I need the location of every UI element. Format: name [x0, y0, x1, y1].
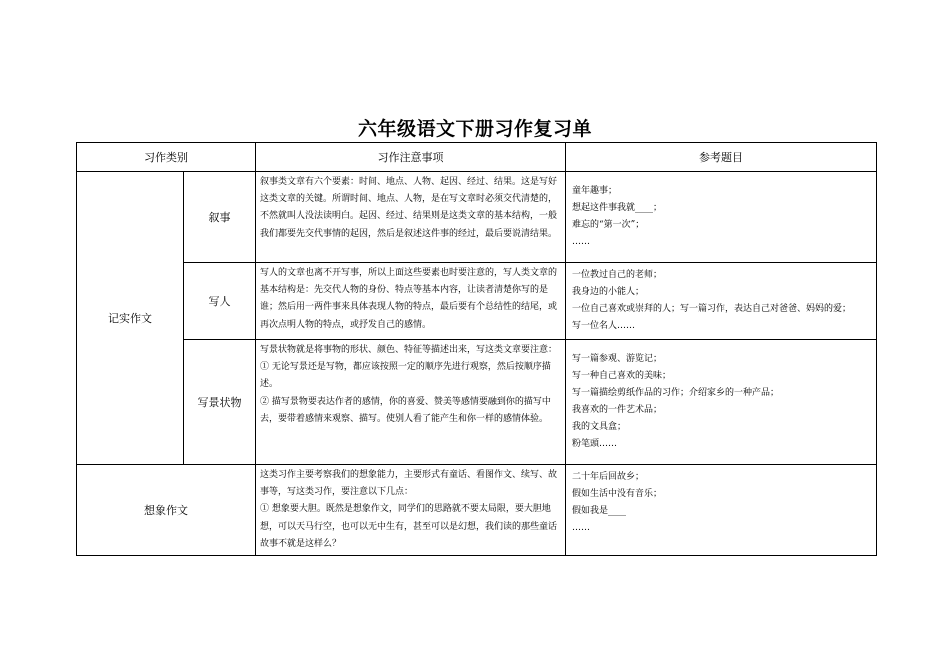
table-row-scenery	[77, 340, 877, 465]
subcategory-narrative: 叙事	[184, 172, 256, 263]
subcategory-scenery: 写景状物	[184, 340, 256, 465]
header-row	[77, 143, 877, 172]
topic-item: 假如我是____	[572, 506, 627, 516]
topic-item: 写一篇参观、游览记；	[572, 354, 663, 364]
topic-item: 写一篇描绘剪纸作品的习作；介绍家乡的一种产品；	[572, 388, 780, 398]
topic-item: ……	[572, 237, 590, 247]
header-category: 习作类别	[77, 143, 256, 172]
table-row-person	[77, 263, 877, 340]
notes-paragraph: 这类习作主要考察我们的想象能力，主要形式有童话、看图作文、续写、故事等，写这类习作，要注意以下几点：	[260, 470, 558, 498]
topic-item: 我的文具盒；	[572, 422, 627, 432]
page-title: 六年级语文下册习作复习单	[357, 118, 592, 140]
header-topics: 参考题目	[566, 143, 877, 172]
notes-paragraph: ① 无论写景还是写物，都应该按照一定的顺序先进行观察，然后按顺序描述。	[260, 362, 551, 390]
subcategory-person: 写人	[184, 263, 256, 340]
table-row-narrative	[77, 172, 877, 263]
topics-narrative	[566, 172, 877, 263]
topic-item: 一位自己喜欢或崇拜的人；写一篇习作，表达自己对爸爸、妈妈的爱；	[572, 304, 852, 314]
topic-item: 假如生活中没有音乐；	[572, 489, 663, 499]
topics-scenery	[566, 340, 877, 465]
review-table	[76, 142, 877, 556]
topics-imagination	[566, 465, 877, 556]
header-notes: 习作注意事项	[256, 143, 566, 172]
topic-item: 想起这件事我就____；	[572, 203, 663, 213]
topic-item: 我喜欢的一件艺术品；	[572, 405, 663, 415]
topic-item: ……	[572, 523, 590, 533]
notes-paragraph: ① 想象要大胆。既然是想象作文，同学们的思路就不要太局限，要大胆地想，可以天马行空，也可以无中生有，甚至可以是幻想，我们读的那些童话故事不就是这样么？	[260, 504, 558, 549]
topic-item: 难忘的“第一次”；	[572, 220, 645, 230]
topic-item: 一位教过自己的老师；	[572, 270, 663, 280]
topics-person	[566, 263, 877, 340]
notes-imagination	[256, 465, 566, 556]
topic-item: 写一种自己喜欢的美味；	[572, 371, 672, 381]
table-row-imagination	[77, 465, 877, 556]
notes-paragraph: 写景状物就是将事物的形状、颜色、特征等描述出来，写这类文章要注意：	[260, 345, 558, 355]
topic-item: 写一位名人……	[572, 321, 636, 331]
notes-paragraph: 写人的文章也离不开写事，所以上面这些要素也时要注意的，写人类文章的基本结构是：先交代人物的身份、特点等基本内容，让读者清楚你写的是谁；然后用一两件事来具体表现人物的特点，最后要有个总结性的结尾，或再次点明人物的特点，或抒发自己的感情。	[260, 268, 558, 330]
topic-item: 粉笔頭……	[572, 439, 618, 449]
notes-person	[256, 263, 566, 340]
notes-paragraph: ② 描写景物要表达作者的感情，你的喜爱、赞美等感情要融到你的描写中去，要带着感情来观察、描写。使别人看了能产生和你一样的感情体验。	[260, 396, 551, 424]
topic-item: 童年趣事；	[572, 186, 618, 196]
category-imagination: 想象作文	[77, 465, 256, 556]
notes-narrative	[256, 172, 566, 263]
category-record: 记实作文	[77, 172, 184, 465]
notes-paragraph: 叙事类文章有六个要素：时间、地点、人物、起因、经过、结果。这是写好这类文章的关键。所谓时间、地点、人物，是在写文章时必须交代清楚的，不然就叫人没法读明白。起因、经过、结果则是这类文章的基本结构，一般我们都要先交代事情的起因，然后是叙述这件事的经过，最后要说清结果。	[260, 177, 558, 239]
topic-item: 二十年后回故乡；	[572, 472, 645, 482]
notes-scenery	[256, 340, 566, 465]
topic-item: 我身边的小能人；	[572, 287, 645, 297]
